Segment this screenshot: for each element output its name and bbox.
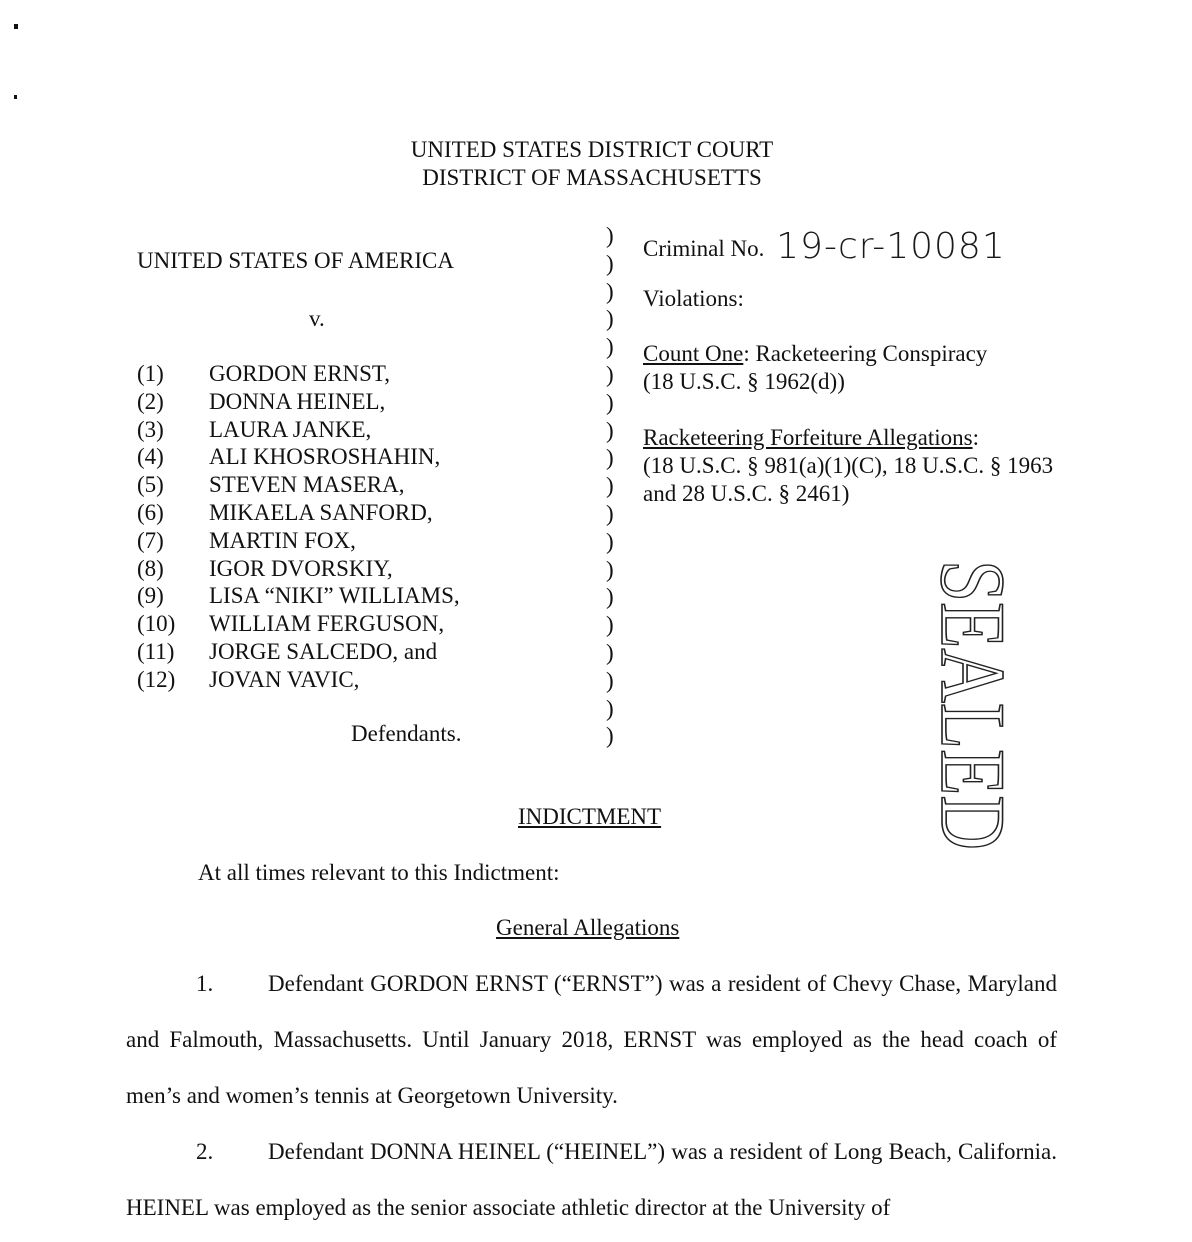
defendant-row (137, 499, 460, 527)
forfeiture-colon: : (972, 425, 979, 450)
count-one (643, 340, 987, 368)
defendant-number: (3) (137, 416, 164, 442)
defendant-row (137, 527, 460, 555)
caption-paren: ) (606, 445, 614, 471)
paragraph-1 (126, 956, 1057, 1124)
defendant-row (137, 443, 460, 471)
defendant-name: IGOR DVORSKIY, (209, 555, 393, 581)
plaintiff-name: UNITED STATES OF AMERICA (137, 248, 454, 273)
defendant-row (137, 555, 460, 583)
defendant-name: DONNA HEINEL, (209, 388, 386, 414)
caption-paren: ) (606, 556, 614, 582)
caption-paren: ) (606, 473, 614, 499)
defendant-number: (1) (137, 361, 164, 386)
defendant-row (137, 388, 460, 416)
criminal-no-handwritten: 19-cr-10081 (776, 226, 1006, 267)
scan-speck (14, 95, 17, 99)
document-title: INDICTMENT (518, 804, 662, 829)
paragraph-number: 1. (196, 971, 214, 996)
defendant-name: LAURA JANKE, (209, 416, 372, 442)
caption-paren: ) (606, 695, 614, 721)
paragraph-2 (126, 1124, 1057, 1236)
defendant-name: STEVEN MASERA, (209, 472, 405, 498)
court-name: UNITED STATES DISTRICT COURT (410, 137, 774, 162)
court-district: DISTRICT OF MASSACHUSETTS (422, 165, 762, 190)
paragraph-text: Defendant GORDON ERNST (“ERNST”) was a resident of Chevy Chase, Maryland and Falmouth, Massachusetts. Until January 2018, ERNST was employed as the head coach of men’s and women’s tennis at Georgetown University. (126, 971, 1057, 1108)
caption-paren: ) (606, 361, 614, 387)
forfeiture-citation-1: (18 U.S.C. § 981(a)(1)(C), 18 U.S.C. § 1963 (643, 453, 1054, 478)
defendant-name: MIKAELA SANFORD, (209, 499, 433, 525)
defendant-number: (11) (137, 638, 175, 664)
defendant-row (137, 666, 460, 694)
defendant-name: LISA “NIKI” WILLIAMS, (209, 583, 460, 609)
count-one-label: Count One (643, 341, 744, 366)
count-one-citation: (18 U.S.C. § 1962(d)) (643, 369, 845, 394)
caption-paren: ) (606, 667, 614, 693)
forfeiture-citation-2: and 28 U.S.C. § 2461) (643, 481, 850, 506)
forfeiture-heading (643, 424, 979, 452)
defendant-row (137, 360, 460, 388)
defendants-label: Defendants. (351, 721, 462, 746)
paragraph-text: Defendant DONNA HEINEL (“HEINEL”) was a resident of Long Beach, California. HEINEL was employed as the senior associate athletic director at the University of (126, 1139, 1057, 1220)
defendant-number: (9) (137, 583, 164, 609)
sealed-stamp-text: SEALED (922, 560, 1024, 860)
defendant-row (137, 471, 460, 499)
caption-paren: ) (606, 389, 614, 415)
defendant-number: (8) (137, 555, 164, 581)
violations-label: Violations: (643, 286, 744, 311)
criminal-number (643, 226, 1006, 267)
forfeiture-label: Racketeering Forfeiture Allegations (643, 425, 973, 450)
defendant-number: (6) (137, 499, 164, 525)
defendant-row (137, 638, 460, 666)
caption-paren: ) (606, 417, 614, 443)
defendant-number: (2) (137, 388, 164, 414)
caption-paren: ) (606, 500, 614, 526)
sealed-stamp-graphic (910, 560, 1040, 860)
defendant-row (137, 582, 460, 610)
intro-line: At all times relevant to this Indictment: (198, 860, 560, 885)
defendant-row (137, 416, 460, 444)
caption-paren-column (606, 222, 614, 750)
caption-paren: ) (606, 306, 614, 332)
defendant-number: (5) (137, 472, 164, 498)
caption-paren: ) (606, 584, 614, 610)
paragraph-number: 2. (196, 1139, 214, 1164)
caption-paren: ) (606, 723, 614, 749)
versus: v. (309, 306, 325, 331)
criminal-no-label: Criminal No. (643, 236, 765, 261)
section-heading: General Allegations (496, 915, 680, 940)
defendant-list (137, 360, 460, 694)
scan-speck (14, 24, 18, 29)
caption-paren: ) (606, 639, 614, 665)
count-one-text: : Racketeering Conspiracy (743, 341, 988, 366)
caption-paren: ) (606, 223, 614, 248)
defendant-name: JOVAN VAVIC, (209, 666, 360, 692)
defendant-name: JORGE SALCEDO, and (209, 638, 438, 664)
defendant-name: WILLIAM FERGUSON, (209, 611, 445, 637)
defendant-number: (10) (137, 611, 176, 637)
caption-paren: ) (606, 612, 614, 638)
defendant-name: GORDON ERNST, (209, 361, 391, 386)
defendant-row (137, 610, 460, 638)
defendant-name: MARTIN FOX, (209, 527, 356, 553)
defendant-name: ALI KHOSROSHAHIN, (209, 444, 441, 470)
defendant-number: (4) (137, 444, 164, 470)
caption-paren: ) (606, 250, 614, 276)
defendant-number: (7) (137, 527, 164, 553)
sealed-stamp (910, 560, 1040, 860)
caption-paren: ) (606, 528, 614, 554)
defendant-number: (12) (137, 666, 176, 692)
caption-paren: ) (606, 278, 614, 304)
caption-paren: ) (606, 334, 614, 360)
